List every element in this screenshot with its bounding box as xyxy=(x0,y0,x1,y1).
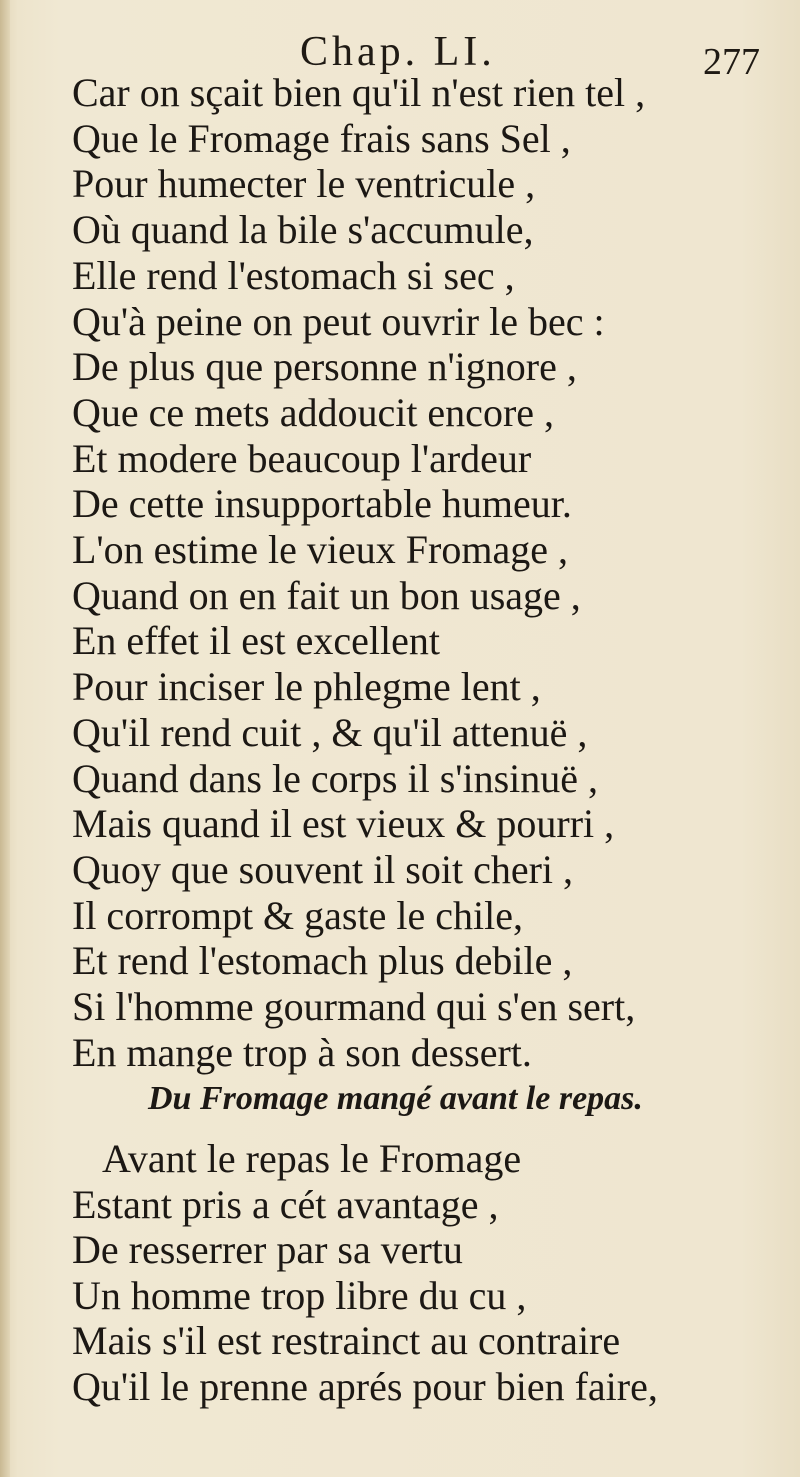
verse-line: Si l'homme gourmand qui s'en sert, xyxy=(72,984,636,1030)
verse-line: Pour humecter le ventricule , xyxy=(72,161,536,207)
verse-line: Il corrompt & gaste le chile, xyxy=(72,892,523,938)
verse-line: Mais quand il est vieux & pourri , xyxy=(72,801,615,847)
section-heading: Du Fromage mangé avant le repas. xyxy=(148,1080,643,1117)
running-head: Chap. LI. xyxy=(300,29,496,75)
verse-line: Et rend l'estomach plus debile , xyxy=(72,938,573,984)
verse-line: De cette insupportable humeur. xyxy=(72,481,572,527)
verse-line: Qu'il rend cuit , & qu'il attenuë , xyxy=(72,709,588,755)
verse-line: Mais s'il est restrainct au contraire xyxy=(72,1318,621,1364)
verse-line: Quand on en fait un bon usage , xyxy=(72,572,581,618)
verse-line: Qu'à peine on peut ouvrir le bec : xyxy=(72,298,605,344)
verse-line: Estant pris a cét avantage , xyxy=(72,1181,499,1227)
verse-line: Car on sçait bien qu'il n'est rien tel , xyxy=(72,70,646,115)
verse-line: Où quand la bile s'accumule, xyxy=(72,207,534,253)
section-body xyxy=(72,1136,762,1410)
verse-line: Et modere beaucoup l'ardeur xyxy=(72,435,532,481)
verse-line: De resserrer par sa vertu xyxy=(72,1227,463,1273)
verse-line: Qu'il le prenne aprés pour bien faire, xyxy=(72,1363,658,1409)
verse-line: Avant le repas le Fromage xyxy=(102,1136,522,1181)
verse-line: De plus que personne n'ignore , xyxy=(72,344,577,390)
verse-line: En mange trop à son dessert. xyxy=(72,1029,532,1075)
verse-line: Un homme trop libre du cu , xyxy=(72,1272,527,1318)
verse-line: Que ce mets addoucit encore , xyxy=(72,389,555,435)
verse-line: En effet il est excellent xyxy=(72,618,440,664)
verse-line: Que le Fromage frais sans Sel , xyxy=(72,115,571,161)
page-number: 277 xyxy=(703,41,760,83)
verse-line: Quand dans le corps il s'insinuë , xyxy=(72,755,599,801)
page-binding-edge xyxy=(0,0,10,1477)
verse-line: Elle rend l'estomach si sec , xyxy=(72,252,515,298)
verse-line: L'on estime le vieux Fromage , xyxy=(72,527,568,573)
verse-line: Quoy que souvent il soit cheri , xyxy=(72,846,574,892)
verse-line: Pour inciser le phlegme lent , xyxy=(72,664,541,710)
poem-body xyxy=(72,70,762,1075)
